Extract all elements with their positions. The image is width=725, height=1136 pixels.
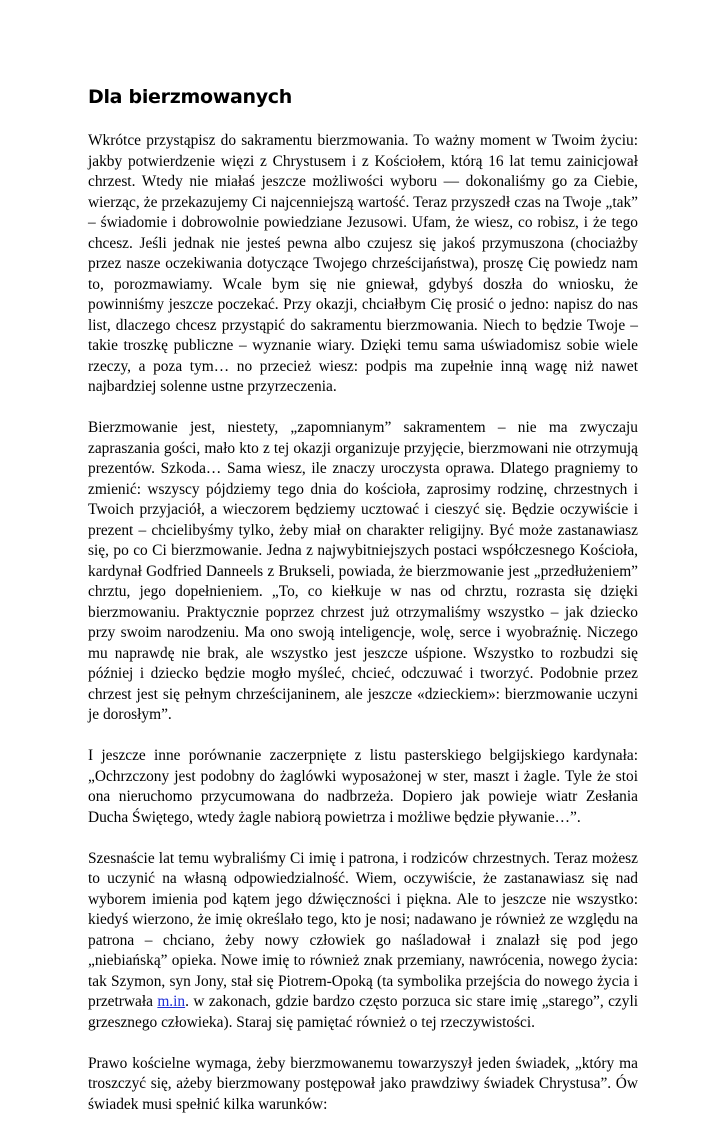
paragraph-4-text-before: Szesnaście lat temu wybraliśmy Ci imię i patrona, i rodziców chrzestnych. Teraz możesz to uczynić na własną odpowiedzialność. Wiem, oczywiście, że zastanawiasz się nad wyborem imienia pod kątem jego dźwięczności i piękna. Ale to jeszcze nie wszystko: kiedyś wierzono, że imię określało tego, kto je nosi; nadawano je również ze względu na patrona – chciano, żeby nowy człowiek go naśladował i znalazł się pod jego „niebiańską” opieka. Nowe imię to również znak przemiany, nawrócenia, nowego życia: tak Szymon, syn Jony, stał się Piotrem-Opoką (ta symbolika przejścia do nowego życia i przetrwała [88, 849, 638, 1010]
min-link[interactable]: m.in [157, 993, 186, 1010]
paragraph-2: Bierzmowanie jest, niestety, „zapomnianym” sakramentem – nie ma zwyczaju zapraszania gości, mało kto z tej okazji organizuje przyjęcie, bierzmowani nie otrzymują prezentów. Szkoda… Sama wiesz, ile znaczy uroczysta oprawa. Dlatego pragniemy to zmienić: wszyscy pójdziemy tego dnia do kościoła, zaprosimy rodzinę, chrzestnych i Twoich przyjaciół, a wieczorem będziemy ucztować i cieszyć się. Będzie oczywiście i prezent – chcielibyśmy tylko, żeby miał on charakter religijny. Być może zastanawiasz się, po co Ci bierzmowanie. Jedna z najwybitniejszych postaci współczesnego Kościoła, kardynał Godfried Danneels z Brukseli, powiada, że bierzmowanie jest „przedłużeniem” chrztu, jego dopełnieniem. „To, co kiełkuje w nas od chrztu, rozrasta się dzięki bierzmowaniu. Praktycznie poprzez chrzest już otrzymaliśmy wszystko – jak dziecko przy swoim narodzeniu. Ma ono swoją inteligencje, wolę, serce i wyobraźnię. Niczego mu naprawdę nie brak, ale wszystko jest jeszcze uśpione. Wszystko to rozbudzi się później i dziecko będzie mogło myśleć, chcieć, odczuwać i tworzyć. Podobnie przez chrzest jest się pełnym chrześcijaninem, ale jeszcze «dzieckiem»: bierzmowanie uczyni je dorosłym”. [88, 419, 638, 723]
document-page [88, 86, 638, 1136]
paragraph-4-text-after: . w zakonach, gdzie bardzo często porzuca sic stare imię „starego”, czyli grzesznego człowieka). Staraj się pamiętać również o tej rzeczywistości. [88, 993, 638, 1031]
paragraph-5: Prawo kościelne wymaga, żeby bierzmowanemu towarzyszył jeden świadek, „który ma troszczyć się, ażeby bierzmowany postępował jako prawdziwy świadek Chrystusa”. Ów świadek musi spełnić kilka warunków: [88, 1054, 638, 1113]
paragraph-4 [88, 849, 638, 1034]
paragraph-3: I jeszcze inne porównanie zaczerpnięte z listu pasterskiego belgijskiego kardynała: „Ochrzczony jest podobny do żaglówki wyposażonej w ster, maszt i żagle. Tyle że stoi ona nieruchomo przycumowana do nadbrzeża. Dopiero jak powieje wiatr Zesłania Ducha Świętego, wtedy żagle nabiorą powietrza i możliwe będzie pływanie…”. [88, 747, 638, 826]
document-title: Dla bierzmowanych [88, 86, 292, 108]
paragraph-1: Wkrótce przystąpisz do sakramentu bierzmowania. To ważny moment w Twoim życiu: jakby potwierdzenie więzi z Chrystusem i z Kościołem, którą 16 lat temu zainicjował chrzest. Wtedy nie miałaś jeszcze możliwości wyboru — dokonaliśmy go za Ciebie, wierząc, że przekazujemy Ci najcenniejszą wartość. Teraz przyszedł czas na Twoje „tak” – świadomie i dobrowolnie powiedziane Jezusowi. Ufam, że wiesz, co robisz, i że tego chcesz. Jeśli jednak nie jesteś pewna albo czujesz się jakoś przymuszona (chociażby przez nasze oczekiwania dotyczące Twojego chrześcijaństwa), proszę Cię powiedz nam to, porozmawiamy. Wcale bym się nie gniewał, gdybyś doszła do wniosku, że powinniśmy jeszcze poczekać. Przy okazji, chciałbym Cię prosić o jedno: napisz do nas list, dlaczego chcesz przystąpić do sakramentu bierzmowania. Niech to będzie Twoje – takie troszkę publiczne – wyznanie wiary. Dzięki temu sama uświadomisz sobie wiele rzeczy, a poza tym… no przecież wiesz: podpis ma zupełnie inną wagę niż nawet najbardziej solenne ustne przyrzeczenia. [88, 132, 638, 395]
